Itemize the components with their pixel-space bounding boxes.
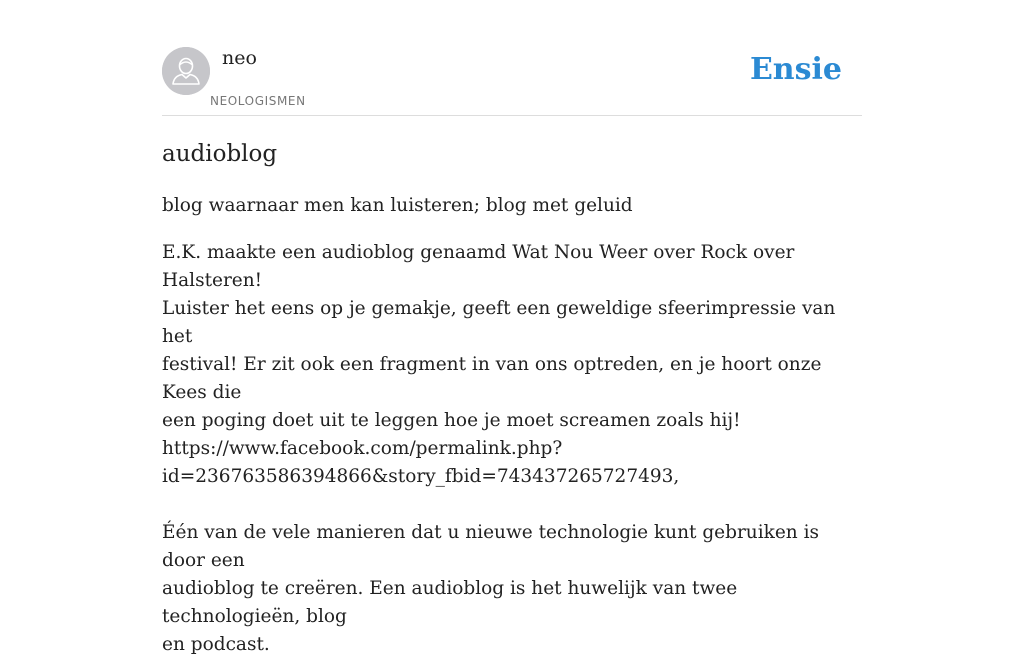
example-link-line: id=236763586394866&story_fbid=743437265727493, xyxy=(162,466,680,487)
example-line: en podcast. xyxy=(162,634,270,655)
category-label[interactable]: NEOLOGISMEN xyxy=(210,94,306,108)
example-line: Één van de vele manieren dat u nieuwe technologie kunt gebruiken is door een xyxy=(162,522,820,571)
example-line: audioblog te creëren. Een audioblog is het huwelijk van twee technologieën, blog xyxy=(162,578,738,627)
entry-header xyxy=(162,0,862,116)
definition-text: blog waarnaar men kan luisteren; blog met geluid xyxy=(162,195,633,216)
example-line: Luister het eens op je gemakje, geeft een geweldige sfeerimpressie van het xyxy=(162,298,836,347)
example-link-line: https://www.facebook.com/permalink.php? xyxy=(162,438,563,459)
example-text xyxy=(162,239,862,659)
example-line: festival! Er zit ook een fragment in van ons optreden, en je hoort onze Kees die xyxy=(162,354,822,403)
user-avatar-icon[interactable] xyxy=(162,47,210,95)
example-line: E.K. maakte een audioblog genaamd Wat Nou Weer over Rock over Halsteren! xyxy=(162,242,795,291)
username-link[interactable]: neo xyxy=(222,47,257,69)
brand-logo[interactable]: Ensie xyxy=(749,52,842,87)
paragraph-gap xyxy=(162,491,862,519)
example-line: een poging doet uit te leggen hoe je moet screamen zoals hij! xyxy=(162,410,741,431)
entry-card xyxy=(162,0,862,655)
term-title: audioblog xyxy=(162,141,278,167)
